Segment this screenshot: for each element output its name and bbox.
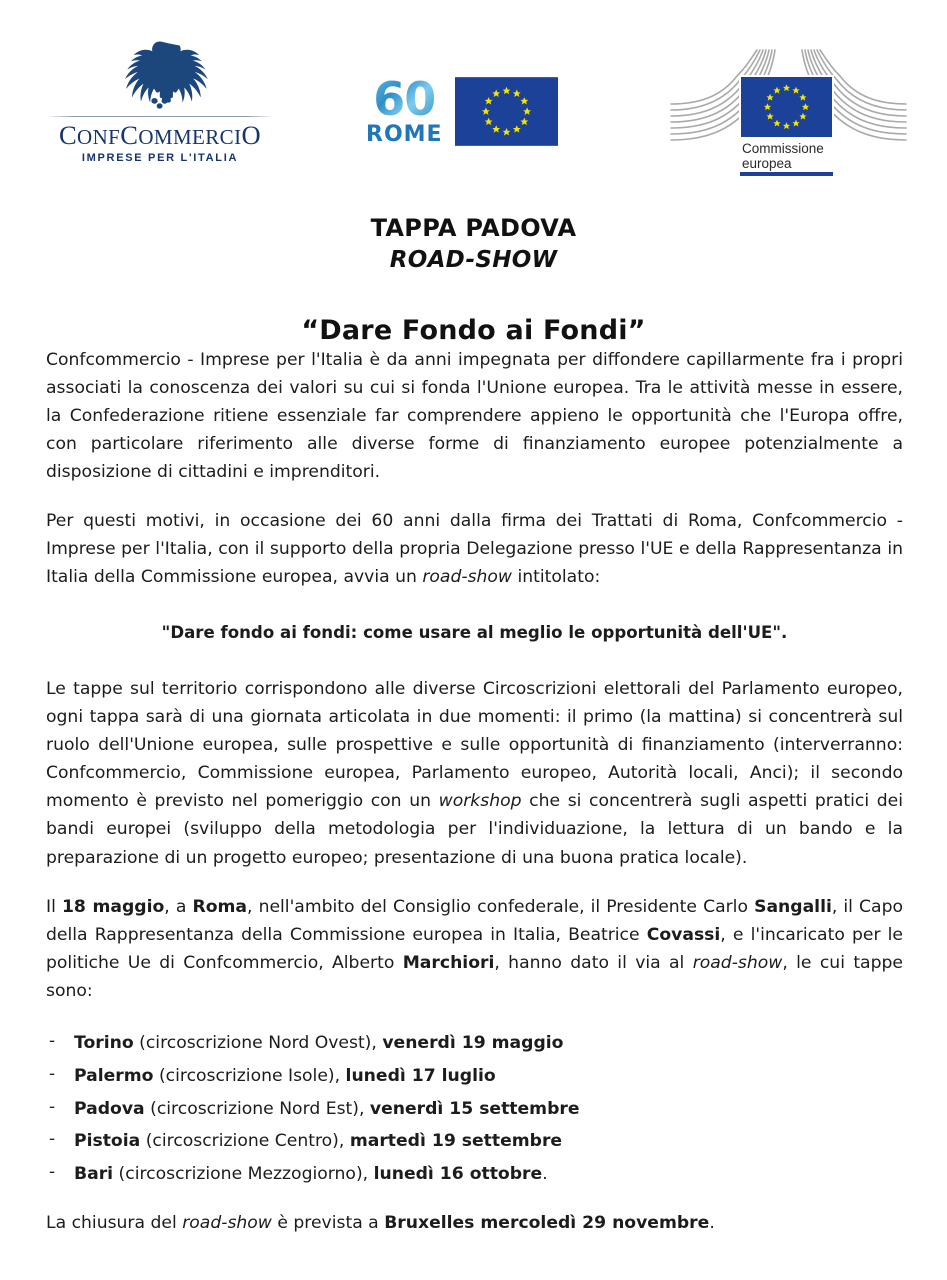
commission-emblem xyxy=(663,42,911,177)
paragraph-3-text-a: Le tappe sul territorio corrispondono alle diverse Circoscrizioni elettorali del Parlamento europeo, ogni tappa sarà di una giornata articolata in due momenti: il primo (la mattina) si concentrerà sul ruolo dell'Unione europea, sulle prospettive e sulle opportunità di finanziamento (interverranno: Confcommercio, Commissione europea, Parlamento europeo, Autorità locali, Anci); il secondo momento è previsto nel pomeriggio con un xyxy=(46,679,903,812)
page-title: TAPPA PADOVA xyxy=(370,214,577,242)
paragraph-3 xyxy=(46,675,903,871)
paragraph-2-text-b: intitolato: xyxy=(512,567,601,588)
list-item xyxy=(46,1129,903,1153)
closing-bruxelles-date: Bruxelles mercoledì 29 novembre xyxy=(384,1212,710,1233)
paragraph-1 xyxy=(46,346,903,486)
eu-flag-icon xyxy=(455,77,558,146)
tappe-list xyxy=(46,1031,903,1187)
confcommercio-wordmark: CONFCOMMERCIO xyxy=(58,120,262,150)
commission-underline-bar xyxy=(740,172,833,176)
paragraph-4-text-c: , nell'ambito del Consiglio confederale, il Presidente Carlo xyxy=(247,896,755,917)
person-sangalli: Sangalli xyxy=(754,896,832,917)
paragraph-4 xyxy=(46,893,903,1005)
sixty-number: 60 xyxy=(366,76,443,122)
paragraph-2 xyxy=(46,507,903,591)
sixty-rome-wordmark xyxy=(366,72,443,147)
campaign-slogan: "Dare fondo ai fondi: come usare al meglio le opportunità dell'UE". xyxy=(161,623,788,643)
tappa-tail: . xyxy=(542,1164,548,1185)
list-bullet: - xyxy=(49,1129,56,1150)
title-block xyxy=(0,213,947,346)
tappa-area: (circoscrizione Nord Est), xyxy=(144,1098,370,1119)
place-roma: Roma xyxy=(192,896,248,917)
tappa-area: (circoscrizione Nord Ovest), xyxy=(133,1032,383,1053)
tappa-city: Bari xyxy=(74,1164,114,1185)
tappa-date: lunedì 17 luglio xyxy=(345,1065,496,1086)
confcommercio-tagline: IMPRESE PER L'ITALIA xyxy=(81,151,239,164)
tappa-city: Torino xyxy=(74,1032,134,1053)
tappa-area: (circoscrizione Isole), xyxy=(153,1065,346,1086)
paragraph-2-italic-roadshow: road-show xyxy=(422,567,512,588)
paragraph-4-text-g: , le cui tappe sono: xyxy=(46,952,903,1001)
tappa-date: venerdì 15 settembre xyxy=(369,1098,580,1119)
commission-label-line1: Commissione xyxy=(742,141,824,156)
tappa-date: venerdì 19 maggio xyxy=(382,1032,564,1053)
paragraph-4-text-e: , e l'incaricato per le politiche Ue di Confcommercio, Alberto xyxy=(46,924,903,973)
document-body xyxy=(46,346,903,1237)
paragraph-4-text-f: , hanno dato il via al xyxy=(494,952,693,973)
person-covassi: Covassi xyxy=(646,924,721,945)
list-item xyxy=(46,1064,903,1088)
list-bullet: - xyxy=(49,1063,56,1084)
paragraph-4-text-a: Il xyxy=(46,896,62,917)
tappa-date: martedì 19 settembre xyxy=(349,1131,563,1152)
closing-text-a: La chiusura del xyxy=(46,1212,183,1233)
european-commission-logo xyxy=(663,42,911,177)
list-item xyxy=(46,1097,903,1121)
sixty-rome-logo xyxy=(366,72,558,147)
closing-text-b: è prevista a xyxy=(271,1212,385,1233)
paragraph-2-text-a: Per questi motivi, in occasione dei 60 anni dalla firma dei Trattati di Roma, Confcommercio - Imprese per l'Italia, con il supporto della propria Delegazione presso l'UE e della Rappresentanza in Italia della Commissione europea, avvia un xyxy=(46,511,903,588)
tappa-area: (circoscrizione Centro), xyxy=(140,1131,350,1152)
paragraph-3-italic-workshop: workshop xyxy=(438,791,522,812)
confcommercio-logo xyxy=(44,36,276,164)
list-bullet: - xyxy=(49,1162,56,1183)
tappa-city: Pistoia xyxy=(74,1131,141,1152)
commission-label-line2: europea xyxy=(742,156,792,171)
eagle-icon xyxy=(104,36,215,112)
logo-header xyxy=(0,0,947,195)
tappa-area: (circoscrizione Mezzogiorno), xyxy=(113,1164,374,1185)
tappa-city: Padova xyxy=(74,1098,145,1119)
campaign-title: “Dare Fondo ai Fondi” xyxy=(301,315,646,347)
list-bullet: - xyxy=(49,1096,56,1117)
tappa-city: Palermo xyxy=(74,1065,154,1086)
list-item xyxy=(46,1031,903,1055)
list-bullet: - xyxy=(49,1030,56,1051)
person-marchiori: Marchiori xyxy=(402,952,495,973)
closing-line xyxy=(46,1209,903,1237)
list-item xyxy=(46,1162,903,1186)
logo-divider-rule xyxy=(46,116,274,117)
paragraph-3-text-b: che si concentrerà sugli aspetti pratici dei bandi europei (sviluppo della metodologia per l'individuazione, la lettura di un bando e la preparazione di un progetto europeo; presentazione di una buona pratica locale). xyxy=(46,791,903,868)
rome-label: ROME xyxy=(366,122,443,147)
paragraph-4-text-d: , il Capo della Rappresentanza della Commissione europea in Italia, Beatrice xyxy=(46,896,904,945)
closing-italic-roadshow: road-show xyxy=(182,1212,272,1233)
date-18-maggio: 18 maggio xyxy=(61,896,165,917)
paragraph-4-text-b: , a xyxy=(164,896,193,917)
tappa-date: lunedì 16 ottobre xyxy=(373,1164,543,1185)
paragraph-1-text: Confcommercio - Imprese per l'Italia è da anni impegnata per diffondere capillarmente fra i propri associati la conoscenza dei valori su cui si fonda l'Unione europea. Tra le attività messe in essere, la Confederazione ritiene essenziale far comprendere appieno le opportunità che l'Europa offre, con particolare riferimento alle diverse forme di finanziamento europee potenzialmente a disposizione di cittadini e imprenditori. xyxy=(46,350,903,483)
closing-text-c: . xyxy=(709,1212,715,1233)
page-subtitle: ROAD-SHOW xyxy=(389,246,558,273)
paragraph-4-italic-roadshow: road-show xyxy=(692,952,783,973)
